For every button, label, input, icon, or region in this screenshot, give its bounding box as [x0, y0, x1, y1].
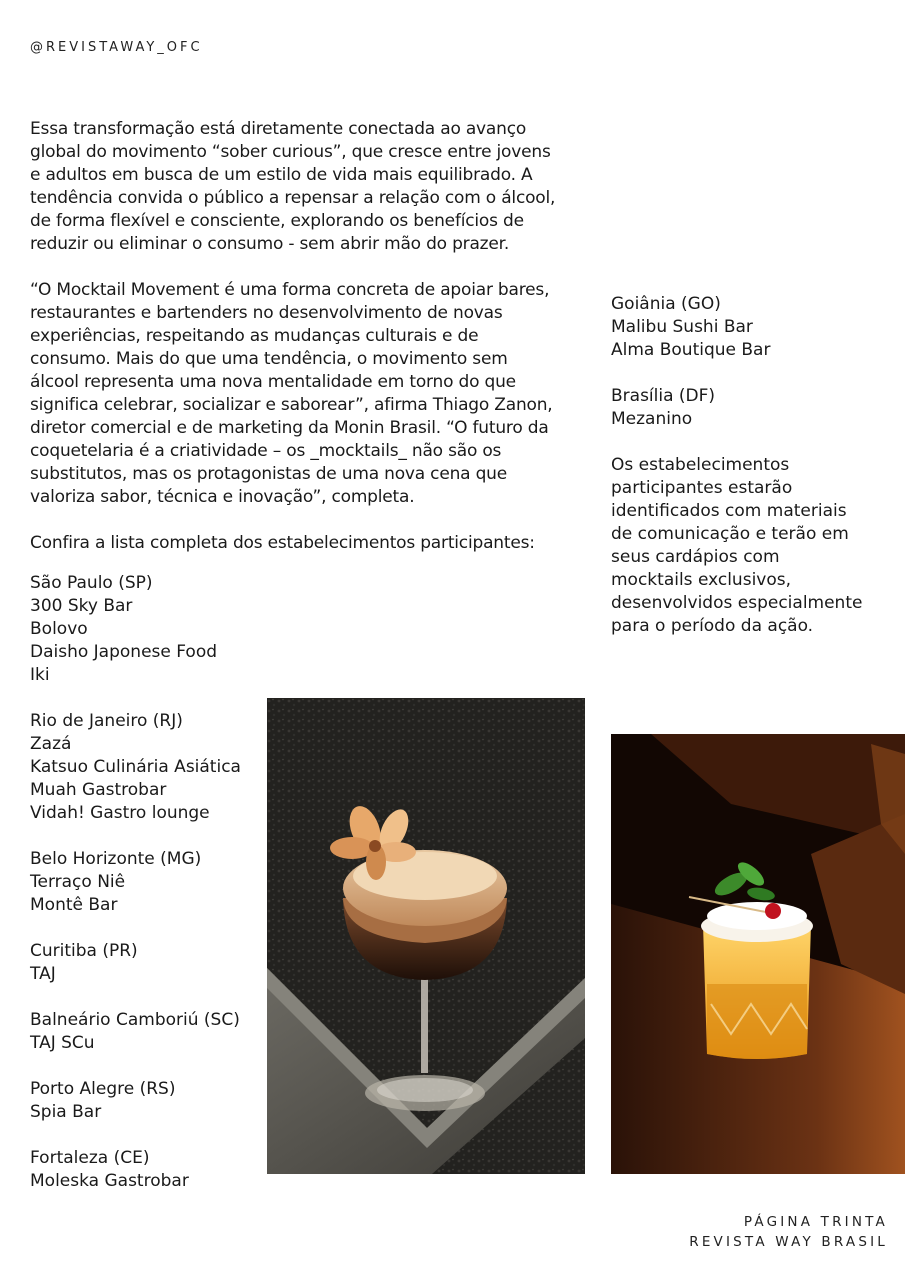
venue-list-left — [30, 572, 265, 1216]
city-name: Balneário Camboriú (SC) — [30, 1010, 240, 1030]
paragraph-closing: Os estabelecimentos participantes estarão identificados com materiais de comunicação e terão em seus cardápios com mocktails exclusivos, desenvolvidos especialmente para o período da ação. — [611, 455, 863, 636]
city-block — [30, 848, 265, 917]
venue-name: Daisho Japonese Food — [30, 642, 218, 662]
paragraph-list-intro: Confira a lista completa dos estabelecimentos participantes: — [30, 533, 535, 553]
city-name: São Paulo (SP) — [30, 573, 153, 593]
venue-name: TAJ — [30, 964, 56, 984]
venue-name: Malibu Sushi Bar — [611, 317, 753, 337]
city-block — [30, 1078, 265, 1124]
article-right-column — [611, 293, 881, 638]
city-block — [30, 572, 265, 687]
city-name: Fortaleza (CE) — [30, 1148, 150, 1168]
city-block — [30, 1009, 265, 1055]
page-number: PÁGINA TRINTA — [743, 1214, 888, 1230]
city-name: Curitiba (PR) — [30, 941, 138, 961]
article-left-column — [30, 118, 560, 578]
venue-name: Mezanino — [611, 409, 693, 429]
venue-name: Zazá — [30, 734, 72, 754]
venue-name: Alma Boutique Bar — [611, 340, 771, 360]
espresso-mocktail-photo — [267, 698, 585, 1174]
venue-list-right — [611, 293, 881, 431]
magazine-name: REVISTA WAY BRASIL — [689, 1234, 888, 1250]
city-name: Brasília (DF) — [611, 386, 716, 406]
venue-name: Muah Gastrobar — [30, 780, 167, 800]
paragraph-quote: “O Mocktail Movement é uma forma concreta de apoiar bares, restaurantes e bartenders no desenvolvimento de novas experiências, respeitando as mudanças culturais e de consumo. Mais do que uma tendência, o movimento sem álcool representa uma nova mentalidade em torno do que significa celebrar, socializar e saborear”, afirma Thiago Zanon, diretor comercial e de marketing da Monin Brasil. “O futuro da coquetelaria é a criatividade – os _mocktails_ não são os substitutos, mas os protagonistas de uma nova cena que valoriza sabor, técnica e inovação”, completa. — [30, 280, 553, 507]
venue-name: Katsuo Culinária Asiática — [30, 757, 241, 777]
page-footer — [689, 1212, 888, 1252]
venue-name: Iki — [30, 665, 50, 685]
city-name: Belo Horizonte (MG) — [30, 849, 202, 869]
city-block — [611, 385, 881, 431]
city-block — [611, 293, 881, 362]
city-block — [30, 1147, 265, 1193]
city-block — [30, 710, 265, 825]
venue-name: Moleska Gastrobar — [30, 1171, 189, 1191]
venue-name: Spia Bar — [30, 1102, 102, 1122]
venue-name: Bolovo — [30, 619, 88, 639]
city-block — [30, 940, 265, 986]
citrus-mocktail-photo — [611, 734, 905, 1174]
venue-name: Vidah! Gastro lounge — [30, 803, 210, 823]
venue-name: Terraço Niê — [30, 872, 126, 892]
paragraph-sober-curious: Essa transformação está diretamente conectada ao avanço global do movimento “sober curious”, que cresce entre jovens e adultos em busca de um estilo de vida mais equilibrado. A tendência convida o público a repensar a relação com o álcool, de forma flexível e consciente, explorando os benefícios de reduzir ou eliminar o consumo - sem abrir mão do prazer. — [30, 119, 556, 254]
instagram-handle: @REVISTAWAY_OFC — [30, 40, 203, 55]
city-name: Rio de Janeiro (RJ) — [30, 711, 183, 731]
venue-name: Montê Bar — [30, 895, 118, 915]
city-name: Goiânia (GO) — [611, 294, 721, 314]
venue-name: TAJ SCu — [30, 1033, 95, 1053]
city-name: Porto Alegre (RS) — [30, 1079, 176, 1099]
venue-name: 300 Sky Bar — [30, 596, 133, 616]
